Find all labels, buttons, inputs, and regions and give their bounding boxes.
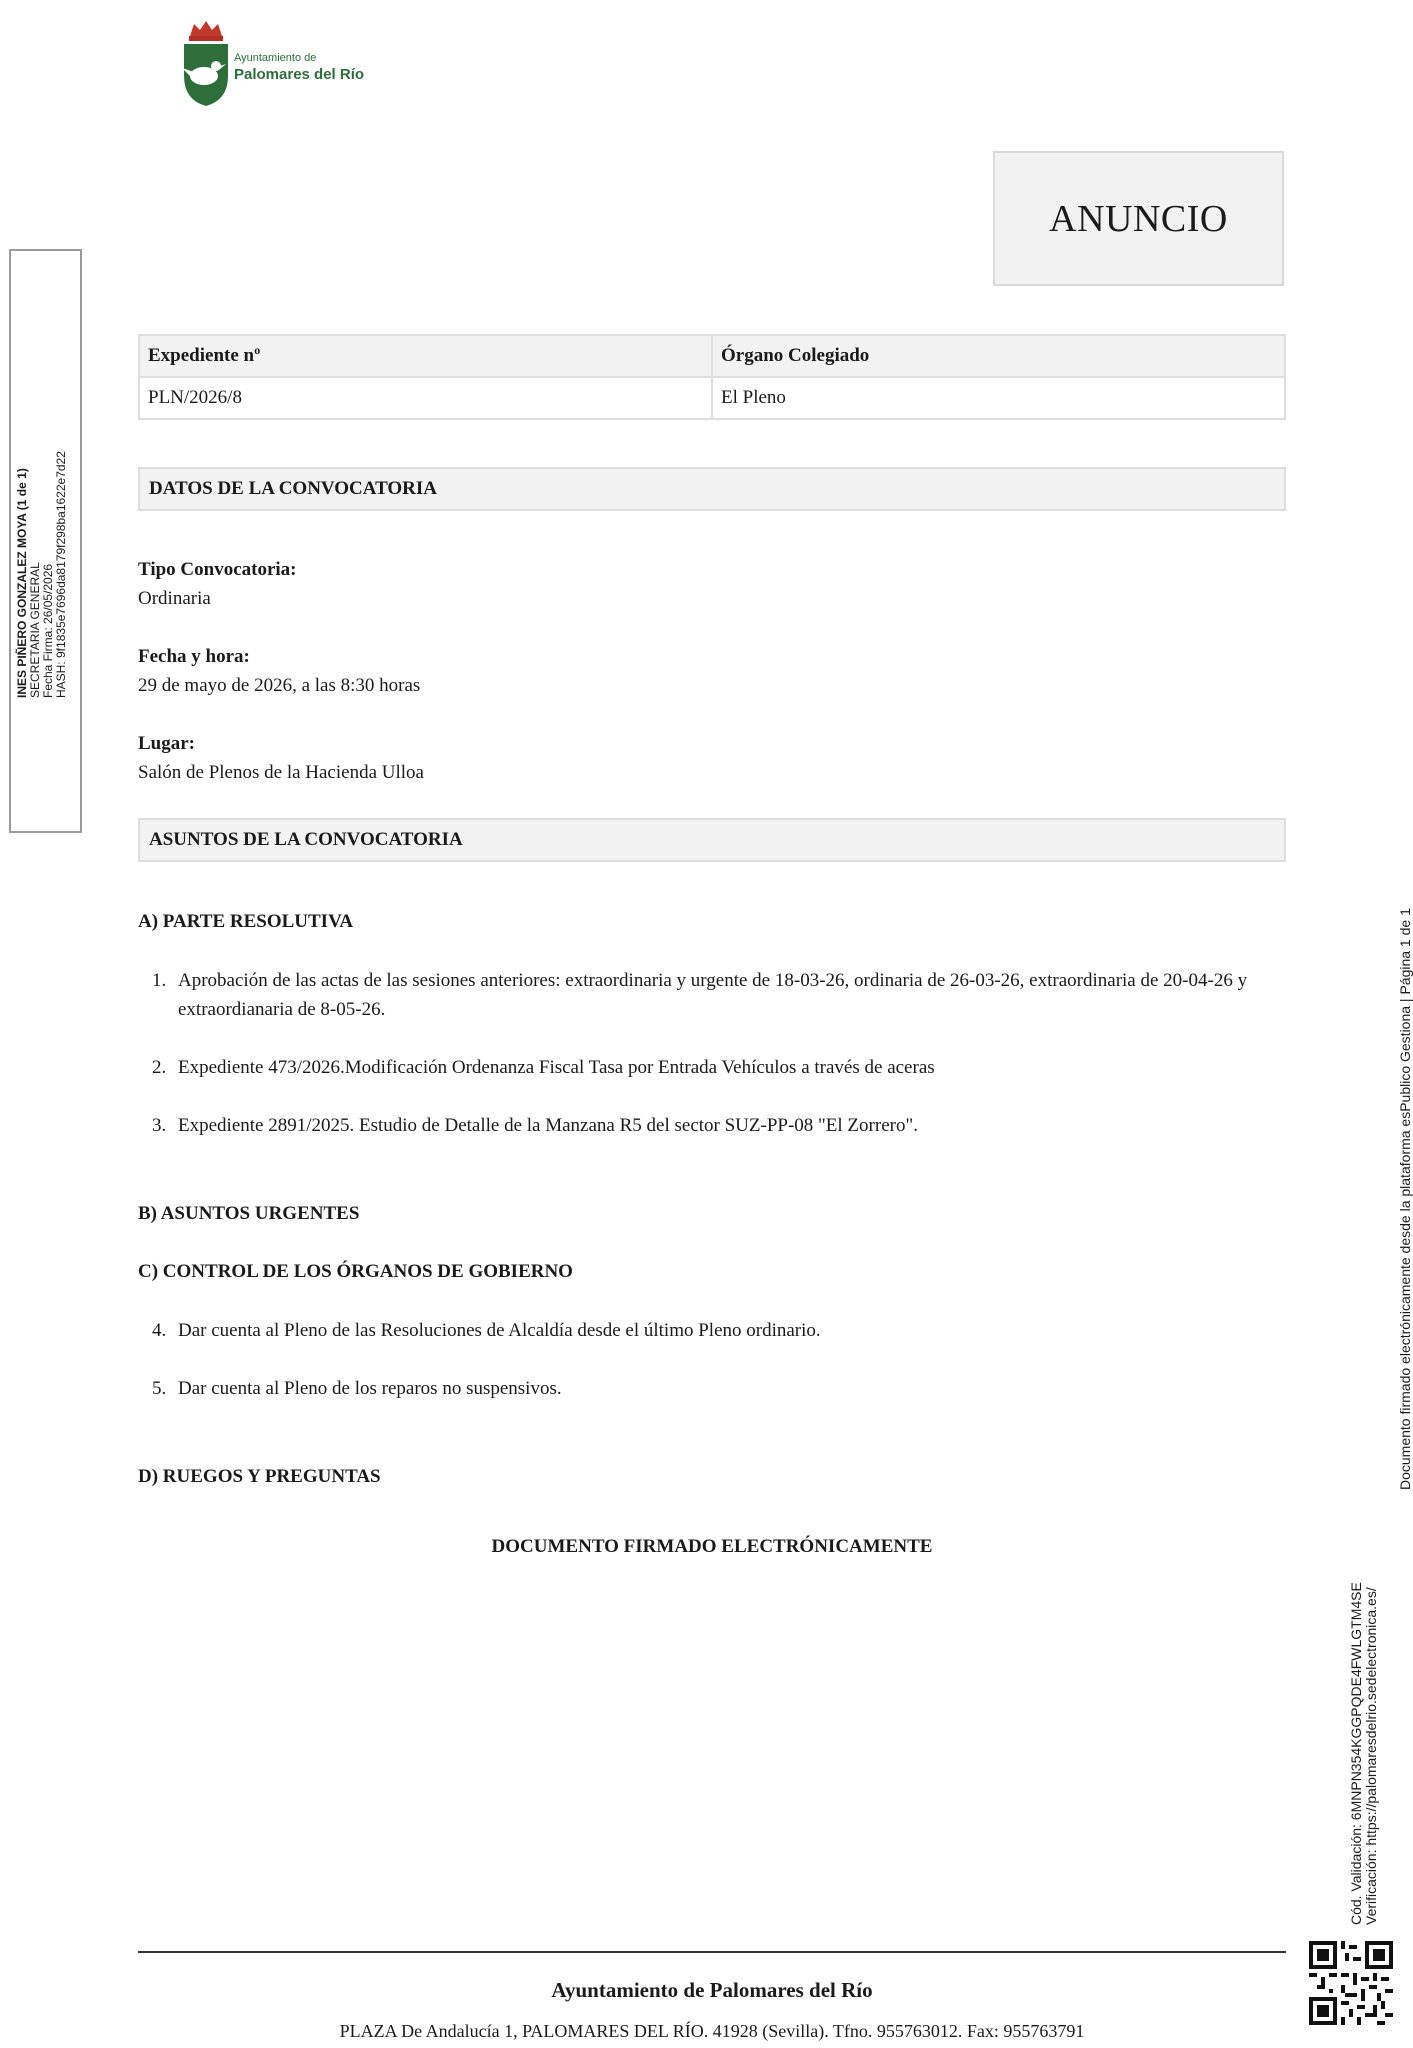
- coat-of-arms-icon: [180, 18, 232, 110]
- header-expediente: Expediente nº: [139, 335, 712, 377]
- list-item: [152, 1111, 1286, 1140]
- item-number: 2.: [152, 1057, 167, 1078]
- section-datos: DATOS DE LA CONVOCATORIA: [138, 467, 1286, 511]
- signature-hash: HASH: 9f1835e7696da8179f298ba1622e7d22: [54, 451, 68, 698]
- logo-line1: Ayuntamiento de: [234, 52, 317, 64]
- validation-url: Verificación: https://palomaresdelrio.sedelectronica.es/: [1363, 1587, 1379, 1925]
- list-item: [152, 1374, 1286, 1403]
- expediente-table: [138, 334, 1286, 420]
- part-a-heading: A) PARTE RESOLUTIVA: [138, 911, 354, 932]
- item-number: 3.: [152, 1115, 167, 1136]
- item-text: Aprobación de las actas de las sesiones anteriores: extraordinaria y urgente de 18-03-26, ordinaria de 26-03-26, extraordinaria de 20-04-26 y extraordianaria de 8-05-26.: [178, 970, 1248, 1020]
- tipo-label: Tipo Convocatoria:: [138, 559, 297, 580]
- signature-date: Fecha Firma: 26/05/2026: [41, 563, 55, 698]
- item-text: Dar cuenta al Pleno de los reparos no suspensivos.: [178, 1378, 562, 1399]
- logo-line2: Palomares del Río: [234, 66, 365, 83]
- qr-code-icon: [1309, 1941, 1393, 2025]
- item-number: 1.: [152, 970, 167, 991]
- expediente-value: PLN/2026/8: [139, 377, 712, 419]
- footer-divider: [138, 1951, 1286, 1953]
- logo: [180, 18, 380, 110]
- fecha-label: Fecha y hora:: [138, 646, 250, 667]
- footer-organization: Ayuntamiento de Palomares del Río: [551, 1978, 873, 2002]
- signer-role: SECRETARIA GENERAL: [28, 562, 42, 698]
- item-text: Dar cuenta al Pleno de las Resoluciones de Alcaldía desde el último Pleno ordinario.: [178, 1320, 821, 1341]
- fecha-value: 29 de mayo de 2026, a las 8:30 horas: [138, 675, 421, 696]
- list-item: [152, 1053, 1286, 1082]
- section-asuntos: ASUNTOS DE LA CONVOCATORIA: [138, 818, 1286, 862]
- validation-code: Cód. Validación: 6MNPN354KGGPQDE4FWLGTM4SE: [1348, 1582, 1364, 1925]
- header-organo: Órgano Colegiado: [712, 335, 1285, 377]
- signed-notice: DOCUMENTO FIRMADO ELECTRÓNICAMENTE: [491, 1536, 933, 1557]
- validation-text: [1349, 1285, 1379, 1925]
- item-number: 4.: [152, 1320, 167, 1341]
- item-number: 5.: [152, 1378, 167, 1399]
- lugar-label: Lugar:: [138, 733, 195, 754]
- table-header-row: [139, 335, 1285, 377]
- table-row: [139, 377, 1285, 419]
- item-text: Expediente 473/2026.Modificación Ordenanza Fiscal Tasa por Entrada Vehículos a través de aceras: [178, 1057, 935, 1078]
- part-d-heading: D) RUEGOS Y PREGUNTAS: [138, 1466, 381, 1487]
- signer-name: INES PIÑERO GONZALEZ MOYA (1 de 1): [15, 468, 29, 698]
- part-b-heading: B) ASUNTOS URGENTES: [138, 1203, 360, 1224]
- organo-value: El Pleno: [712, 377, 1285, 419]
- document-title: ANUNCIO: [993, 151, 1284, 286]
- footer-address: PLAZA De Andalucía 1, PALOMARES DEL RÍO. 41928 (Sevilla). Tfno. 955763012. Fax: 955763791: [339, 2021, 1085, 2041]
- tipo-value: Ordinaria: [138, 588, 211, 609]
- platform-text: Documento firmado electrónicamente desde la plataforma esPublico Gestiona | Página 1 de 1: [1397, 908, 1413, 1490]
- list-item: [152, 1316, 1286, 1345]
- list-item: [152, 966, 1286, 1024]
- signature-text: [16, 198, 76, 698]
- part-c-heading: C) CONTROL DE LOS ÓRGANOS DE GOBIERNO: [138, 1261, 573, 1282]
- lugar-value: Salón de Plenos de la Hacienda Ulloa: [138, 762, 424, 783]
- item-text: Expediente 2891/2025. Estudio de Detalle de la Manzana R5 del sector SUZ-PP-08 "El Zorrero".: [178, 1115, 918, 1136]
